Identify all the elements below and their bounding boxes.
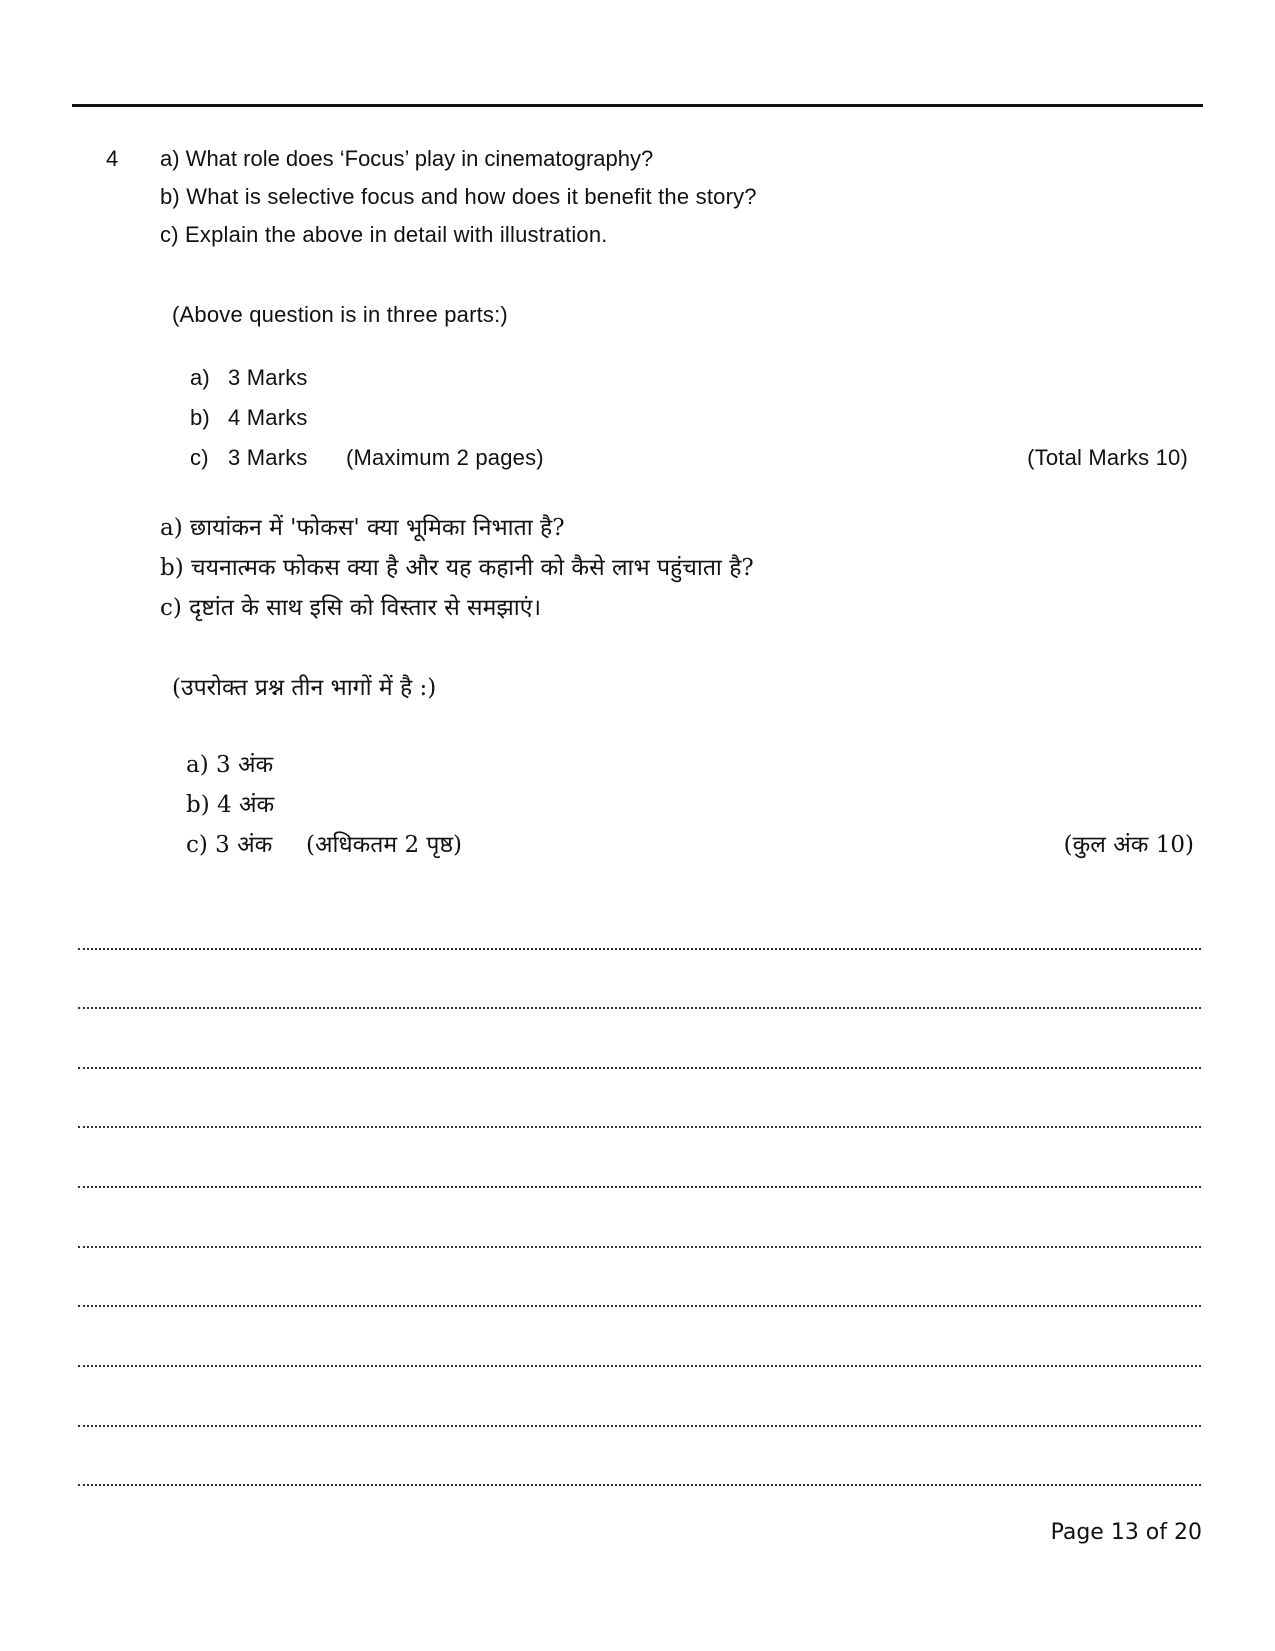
answer-line[interactable]: [78, 1067, 1201, 1069]
answer-line[interactable]: [78, 1305, 1201, 1307]
parts-note-hi: (उपरोक्त प्रश्न तीन भागों में है :): [172, 675, 437, 701]
parts-note-en: (Above question is in three parts:): [172, 302, 508, 327]
marks-value-a-en: 3 Marks: [228, 365, 308, 390]
question-part-c-en: c) Explain the above in detail with illustration.: [160, 222, 608, 247]
total-marks-hi: (कुल अंक 10): [1063, 832, 1194, 858]
marks-value-c-en: 3 Marks: [228, 445, 308, 470]
answer-line[interactable]: [78, 1425, 1201, 1427]
question-part-a-en: a) What role does ‘Focus’ play in cinematography?: [160, 146, 654, 171]
total-marks-en: (Total Marks 10): [1027, 445, 1188, 470]
answer-line[interactable]: [78, 948, 1201, 950]
answer-line[interactable]: [78, 1246, 1201, 1248]
top-rule: [72, 104, 1203, 107]
question-part-c-hi: c) दृष्टांत के साथ इसि को विस्तार से समझाएं।: [160, 595, 542, 621]
answer-line[interactable]: [78, 1484, 1201, 1486]
max-pages-en: (Maximum 2 pages): [346, 445, 544, 470]
marks-label-b-en: b): [190, 405, 210, 430]
marks-b-hi: b) 4 अंक: [186, 792, 275, 818]
answer-line[interactable]: [78, 1007, 1201, 1009]
question-part-b-en: b) What is selective focus and how does it benefit the story?: [160, 184, 757, 209]
marks-a-hi: a) 3 अंक: [186, 752, 274, 778]
marks-value-b-en: 4 Marks: [228, 405, 308, 430]
question-part-a-hi: a) छायांकन में 'फोकस' क्या भूमिका निभाता है?: [160, 515, 565, 541]
page-number: Page 13 of 20: [1050, 1520, 1202, 1545]
question-number: 4: [106, 146, 119, 171]
marks-label-c-en: c): [190, 445, 209, 470]
marks-c-hi: c) 3 अंक: [186, 832, 273, 858]
answer-line[interactable]: [78, 1365, 1201, 1367]
question-part-b-hi: b) चयनात्मक फोकस क्या है और यह कहानी को कैसे लाभ पहुंचाता है?: [160, 555, 754, 581]
max-pages-hi: (अधिकतम 2 पृष्ठ): [306, 832, 463, 858]
answer-line[interactable]: [78, 1186, 1201, 1188]
marks-label-a-en: a): [190, 365, 210, 390]
answer-line[interactable]: [78, 1126, 1201, 1128]
